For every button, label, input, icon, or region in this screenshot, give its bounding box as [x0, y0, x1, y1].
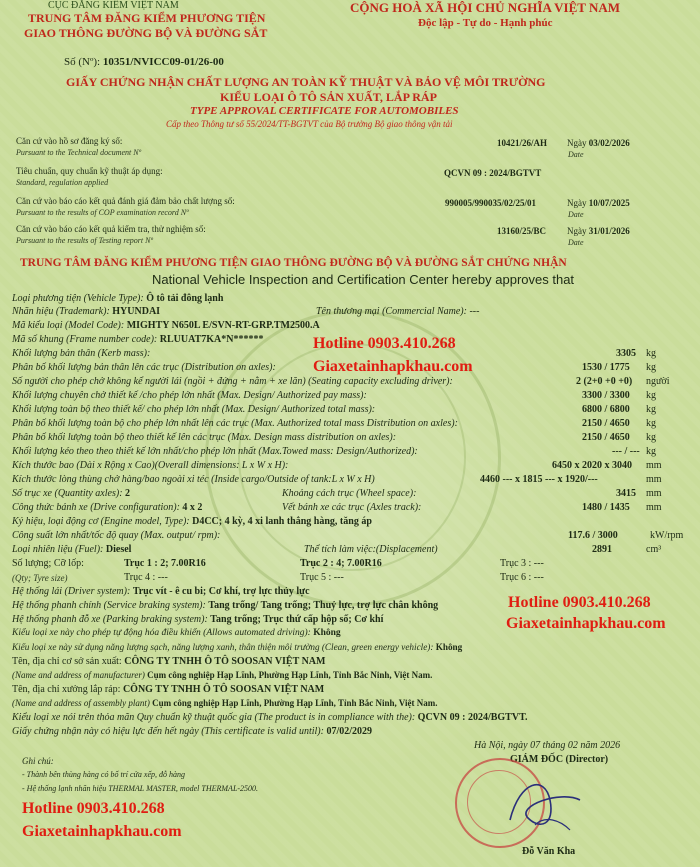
maker-value: CÔNG TY TNHH Ô TÔ SOOSAN VIỆT NAM — [124, 656, 326, 667]
agency-top: CỤC ĐĂNG KIỂM VIỆT NAM — [48, 0, 179, 11]
basis-3-vi: Căn cứ vào báo cáo kết quả kiểm tra, thử nghiệm số: — [16, 224, 206, 234]
total-value: 6800 / 6800 — [582, 404, 630, 415]
chassis-label: Mã số khung (Frame number code): — [12, 334, 158, 345]
dims-label: Kích thước bao (Dài x Rộng x Cao)(Overall dimensions: L x W x H): — [12, 460, 289, 471]
site-overlay-3: Giaxetainhapkhau.com — [22, 823, 182, 840]
power-value: 117.6 / 3000 — [568, 530, 618, 541]
title-line-2: KIỂU LOẠI Ô TÔ SẢN XUẤT, LẮP RÁP — [220, 90, 437, 104]
basis-1-vi: Tiêu chuẩn, quy chuẩn kỹ thuật áp dụng: — [16, 166, 163, 176]
park-brake-value: Tang trống; Trục thứ cấp hộp số; Cơ khí — [210, 614, 384, 625]
unit-nguoi: người — [646, 376, 670, 387]
cargo-value: 4460 --- x 1815 --- x 1920/--- — [480, 474, 598, 485]
seats-value: 2 (2+0 +0 +0) — [576, 376, 633, 387]
assembly-value: CÔNG TY TNHH Ô TÔ SOOSAN VIỆT NAM — [122, 684, 325, 695]
agency-line-2: GIAO THÔNG ĐƯỜNG BỘ VÀ ĐƯỜNG SẮT — [24, 26, 268, 40]
model-row — [12, 320, 320, 331]
unit-kg-3: kg — [646, 390, 656, 401]
design-dist-value: 2150 / 4650 — [582, 432, 630, 443]
vehicle-type-value: Ô tô tải đông lạnh — [146, 293, 224, 304]
doc-number — [64, 56, 224, 68]
kerb-label: Khối lượng bản thân (Kerb mass): — [12, 348, 151, 359]
unit-mm-3: mm — [646, 488, 662, 499]
steering-row — [12, 586, 310, 597]
total-label: Khối lượng toàn bộ theo thiết kế/ cho phép lớn nhất (Max. Design/ Authorized total mass): — [12, 404, 376, 415]
unit-mm-1: mm — [646, 460, 662, 471]
wheelbase-value: 3415 — [616, 488, 636, 499]
axle-2-tires: Trục 2 : 4; 7.00R16 — [300, 558, 382, 569]
assembly-row — [12, 684, 324, 695]
axle-1-tires: Trục 1 : 2; 7.00R16 — [124, 558, 206, 569]
maker-addr-row — [12, 670, 432, 680]
basis-0-date-label: Ngày — [567, 138, 587, 148]
drive-row — [12, 502, 202, 513]
drive-label: Công thức bánh xe (Drive configuration): — [12, 502, 180, 513]
unit-kg-6: kg — [646, 432, 656, 443]
axles-value: 2 — [125, 488, 131, 499]
chassis-value: RLUUAT7KA*N****** — [159, 334, 264, 345]
basis-0-date-en: Date — [568, 150, 584, 159]
basis-0-value: 10421/26/AH — [497, 138, 548, 148]
dims-row — [12, 460, 288, 471]
notes-title: Ghi chú: — [22, 756, 54, 766]
seats-row — [12, 376, 453, 387]
unit-kw: kW/rpm — [650, 530, 684, 541]
title-line-3: TYPE APPROVAL CERTIFICATE FOR AUTOMOBILES — [190, 105, 459, 117]
assembly-addr-row — [12, 698, 437, 708]
unit-kg-2: kg — [646, 362, 656, 373]
axle-5-tires: Trục 5 : --- — [300, 572, 344, 583]
signature — [500, 770, 590, 840]
engine-row — [12, 516, 372, 527]
axles-row — [12, 488, 130, 499]
wheelbase-label: Khoảng cách trục (Wheel space): — [282, 488, 417, 499]
green-value: Không — [435, 642, 463, 652]
model-value: MIGHTY N650L E/SVN-RT-GRP.TM2500.A — [126, 320, 320, 331]
displacement-value: 2891 — [592, 544, 612, 555]
auto-label: Kiểu loại xe này cho phép tự động hóa điều khiển (Allows automated driving): — [12, 628, 311, 638]
basis-1-en: Standard, regulation applied — [16, 178, 109, 187]
compliance-label: Kiểu loại xe nói trên thỏa mãn Quy chuẩn kỹ thuật quốc gia (The product is in compliance with the): — [12, 712, 416, 723]
basis-3-en: Pursuant to the results of Testing report Nº — [16, 236, 153, 245]
payload-row — [12, 390, 367, 401]
fuel-label: Loại nhiên liệu (Fuel): — [12, 544, 104, 555]
unit-cm3: cm³ — [646, 544, 662, 555]
title-line-1: GIẤY CHỨNG NHẬN CHẤT LƯỢNG AN TOÀN KỸ THUẬT VÀ BẢO VỆ MÔI TRƯỜNG — [66, 75, 546, 89]
unit-kg-7: kg — [646, 446, 656, 457]
sign-role: GIÁM ĐỐC (Director) — [510, 754, 609, 765]
fuel-value: Diesel — [105, 544, 132, 555]
doc-number-value: 10351/NVICC09-01/26-00 — [102, 56, 224, 68]
park-brake-label: Hệ thống phanh đỗ xe (Parking braking system): — [12, 614, 208, 625]
total-row — [12, 404, 375, 415]
compliance-row — [12, 712, 528, 723]
power-label: Công suất lớn nhất/tốc độ quay (Max. output/ rpm): — [12, 530, 221, 541]
basis-2-date-value: 10/07/2025 — [588, 198, 630, 208]
hotline-overlay-2: Hotline 0903.410.268 — [508, 594, 651, 611]
valid-label: Giấy chứng nhận này có hiệu lực đến hết ngày (This certificate is valid until): — [12, 726, 324, 737]
valid-value: 07/02/2029 — [326, 726, 373, 737]
auto-value: Không — [313, 628, 341, 638]
basis-2-date — [567, 198, 630, 208]
commercial-name — [316, 306, 479, 317]
total-dist-row — [12, 418, 458, 429]
tires-label: Số lượng; Cỡ lốp: — [12, 558, 84, 569]
commercial-value: --- — [469, 306, 480, 317]
valid-row — [12, 726, 372, 737]
chassis-row — [12, 334, 263, 345]
agency-line-1: TRUNG TÂM ĐĂNG KIỂM PHƯƠNG TIỆN — [28, 11, 266, 25]
hotline-overlay-1: Hotline 0903.410.268 — [313, 335, 456, 352]
assembly-addr-value: Cụm công nghiệp Hạp Lĩnh, Phường Hạp Lĩnh, Tỉnh Bắc Ninh, Việt Nam. — [152, 698, 438, 708]
basis-0-date-value: 03/02/2026 — [588, 138, 630, 148]
axle-4-tires: Trục 4 : --- — [124, 572, 168, 583]
unit-mm-2: mm — [646, 474, 662, 485]
steering-label: Hệ thống lái (Driver system): — [12, 586, 131, 597]
title-line-4: Cấp theo Thông tư số 55/2024/TT-BGTVT của Bộ trưởng Bộ giao thông vận tải — [166, 119, 453, 129]
green-label: Kiểu loại xe này sử dụng năng lượng sạch, năng lượng xanh, thân thiện môi trường (Clean, green energy vehicle): — [12, 642, 434, 652]
trademark-value: HYUNDAI — [112, 306, 161, 317]
kerb-dist-value: 1530 / 1775 — [582, 362, 630, 373]
republic-title: CỘNG HOÀ XÃ HỘI CHỦ NGHĨA VIỆT NAM — [350, 0, 621, 15]
service-brake-value: Tang trống/ Tang trống; Thuỷ lực, trợ lực chân không — [208, 600, 439, 611]
basis-2-vi: Căn cứ vào báo cáo kết quả đánh giá đảm bảo chất lượng số: — [16, 196, 235, 206]
total-dist-label: Phân bố khối lượng toàn bộ cho phép lớn nhất lên các trục (Max. Authorized total mass Distribution on axles): — [12, 418, 458, 429]
trademark-label: Nhãn hiệu (Trademark): — [12, 306, 110, 317]
sign-name: Đỗ Văn Kha — [522, 846, 576, 857]
model-label: Mã kiểu loại (Model Code): — [12, 320, 125, 331]
engine-label: Ký hiệu, loại động cơ (Engine model, Type): — [12, 516, 190, 527]
dims-value: 6450 x 2020 x 3040 — [552, 460, 632, 471]
basis-0-vi: Căn cứ vào hồ sơ đăng ký số: — [16, 136, 123, 146]
basis-0-en: Pursuant to the Technical document Nº — [16, 148, 142, 157]
hotline-overlay-3: Hotline 0903.410.268 — [22, 800, 165, 817]
towed-row — [12, 446, 418, 457]
note-1: - Thành bên thùng hàng có bố trí cửa xếp, đỗ hàng — [22, 770, 186, 779]
power-row — [12, 530, 220, 541]
payload-label: Khối lượng chuyên chở thiết kế /cho phép lớn nhất (Max. Design/ Authorized pay mass): — [12, 390, 367, 401]
trademark-row — [12, 306, 160, 317]
basis-1-value: QCVN 09 : 2024/BGTVT — [444, 168, 542, 178]
basis-2-value: 990005/990035/02/25/01 — [445, 198, 537, 208]
fuel-row — [12, 544, 131, 555]
maker-addr-value: Cụm công nghiệp Hạp Lĩnh, Phường Hạp Lĩnh, Tỉnh Bắc Ninh, Việt Nam. — [147, 670, 433, 680]
commercial-label: Tên thương mại (Commercial Name): — [316, 306, 467, 317]
towed-label: Khối lượng kéo theo theo thiết kế lớn nhất/cho phép lớn nhất (Max.Towed mass: Design/Authorized): — [12, 446, 418, 457]
basis-2-date-label: Ngày — [567, 198, 587, 208]
center-heading: TRUNG TÂM ĐĂNG KIỂM PHƯƠNG TIỆN GIAO THÔNG ĐƯỜNG BỘ VÀ ĐƯỜNG SẮT CHỨNG NHẬN — [20, 257, 567, 269]
track-label: Vết bánh xe các trục (Axles track): — [282, 502, 422, 513]
kerb-dist-row — [12, 362, 276, 373]
seats-label: Số người cho phép chở không kể người lái (ngồi + đứng + nằm + xe lăn) (Seating capacity excluding driver): — [12, 376, 453, 387]
compliance-value: QCVN 09 : 2024/BGTVT. — [417, 712, 528, 723]
park-brake-row — [12, 614, 383, 625]
drive-value: 4 x 2 — [182, 502, 203, 513]
axles-label: Số trục xe (Quantity axles): — [12, 488, 123, 499]
design-dist-label: Phân bố khối lượng toàn bộ theo thiết kế lên các trục (Max. Design mass distribution on axles): — [12, 432, 397, 443]
assembly-label: Tên, địa chỉ xưởng lắp ráp: — [12, 684, 121, 695]
unit-kg-5: kg — [646, 418, 656, 429]
tires-label-en: (Qty; Tyre size) — [12, 573, 68, 583]
axle-6-tires: Trục 6 : --- — [500, 572, 544, 583]
sign-place-date: Hà Nội, ngày 07 tháng 02 năm 2026 — [474, 740, 621, 751]
kerb-dist-label: Phân bố khối lượng bản thân lên các trục (Distribution on axles): — [12, 362, 276, 373]
axle-3-tires: Trục 3 : --- — [500, 558, 544, 569]
maker-row — [12, 656, 325, 667]
auto-row — [12, 628, 341, 638]
basis-2-date-en: Date — [568, 210, 584, 219]
kerb-row — [12, 348, 150, 359]
maker-label: Tên, địa chỉ cơ sở sản xuất: — [12, 656, 122, 667]
basis-3-date-en: Date — [568, 238, 584, 247]
basis-2-en: Pursuant to the results of COP examination record Nº — [16, 208, 189, 217]
site-overlay-2: Giaxetainhapkhau.com — [506, 615, 666, 632]
site-overlay-1: Giaxetainhapkhau.com — [313, 358, 473, 375]
note-2: - Hệ thống lạnh nhãn hiệu THERMAL MASTER, model THERMAL-2500. — [22, 784, 259, 793]
basis-3-value: 13160/25/BC — [497, 226, 547, 236]
steering-value: Trục vít - ê cu bi; Cơ khí, trợ lực thủy lực — [132, 586, 310, 597]
basis-3-date-value: 31/01/2026 — [588, 226, 630, 236]
vehicle-type-row — [12, 293, 223, 304]
basis-3-date — [567, 226, 630, 236]
displacement-label: Thể tích làm việc:(Displacement) — [304, 544, 438, 555]
basis-0-date — [567, 138, 630, 148]
engine-value: D4CC; 4 kỳ, 4 xi lanh thẳng hàng, tăng áp — [192, 516, 372, 527]
maker-addr-label: (Name and address of manufacturer) — [12, 670, 145, 680]
basis-3-date-label: Ngày — [567, 226, 587, 236]
unit-mm-4: mm — [646, 502, 662, 513]
track-value: 1480 / 1435 — [582, 502, 630, 513]
cargo-row — [12, 474, 375, 485]
service-brake-label: Hệ thống phanh chính (Service braking system): — [12, 600, 206, 611]
payload-value: 3300 / 3300 — [582, 390, 630, 401]
assembly-addr-label: (Name and address of assembly plant) — [12, 698, 150, 708]
service-brake-row — [12, 600, 438, 611]
unit-kg-4: kg — [646, 404, 656, 415]
total-dist-value: 2150 / 4650 — [582, 418, 630, 429]
towed-value: --- / --- — [612, 446, 640, 457]
motto: Độc lập - Tự do - Hạnh phúc — [418, 17, 553, 29]
center-approves: National Vehicle Inspection and Certification Center hereby approves that — [152, 272, 575, 287]
cargo-label: Kích thước lòng thùng chở hàng/bao ngoài xi téc (Inside cargo/Outside of tank:L x W x H) — [12, 474, 375, 485]
doc-number-label: Số (Nº): — [64, 56, 101, 68]
kerb-value: 3305 — [616, 348, 636, 359]
design-dist-row — [12, 432, 396, 443]
unit-kg-1: kg — [646, 348, 656, 359]
vehicle-type-label: Loại phương tiện (Vehicle Type): — [12, 293, 144, 304]
green-row — [12, 642, 462, 652]
